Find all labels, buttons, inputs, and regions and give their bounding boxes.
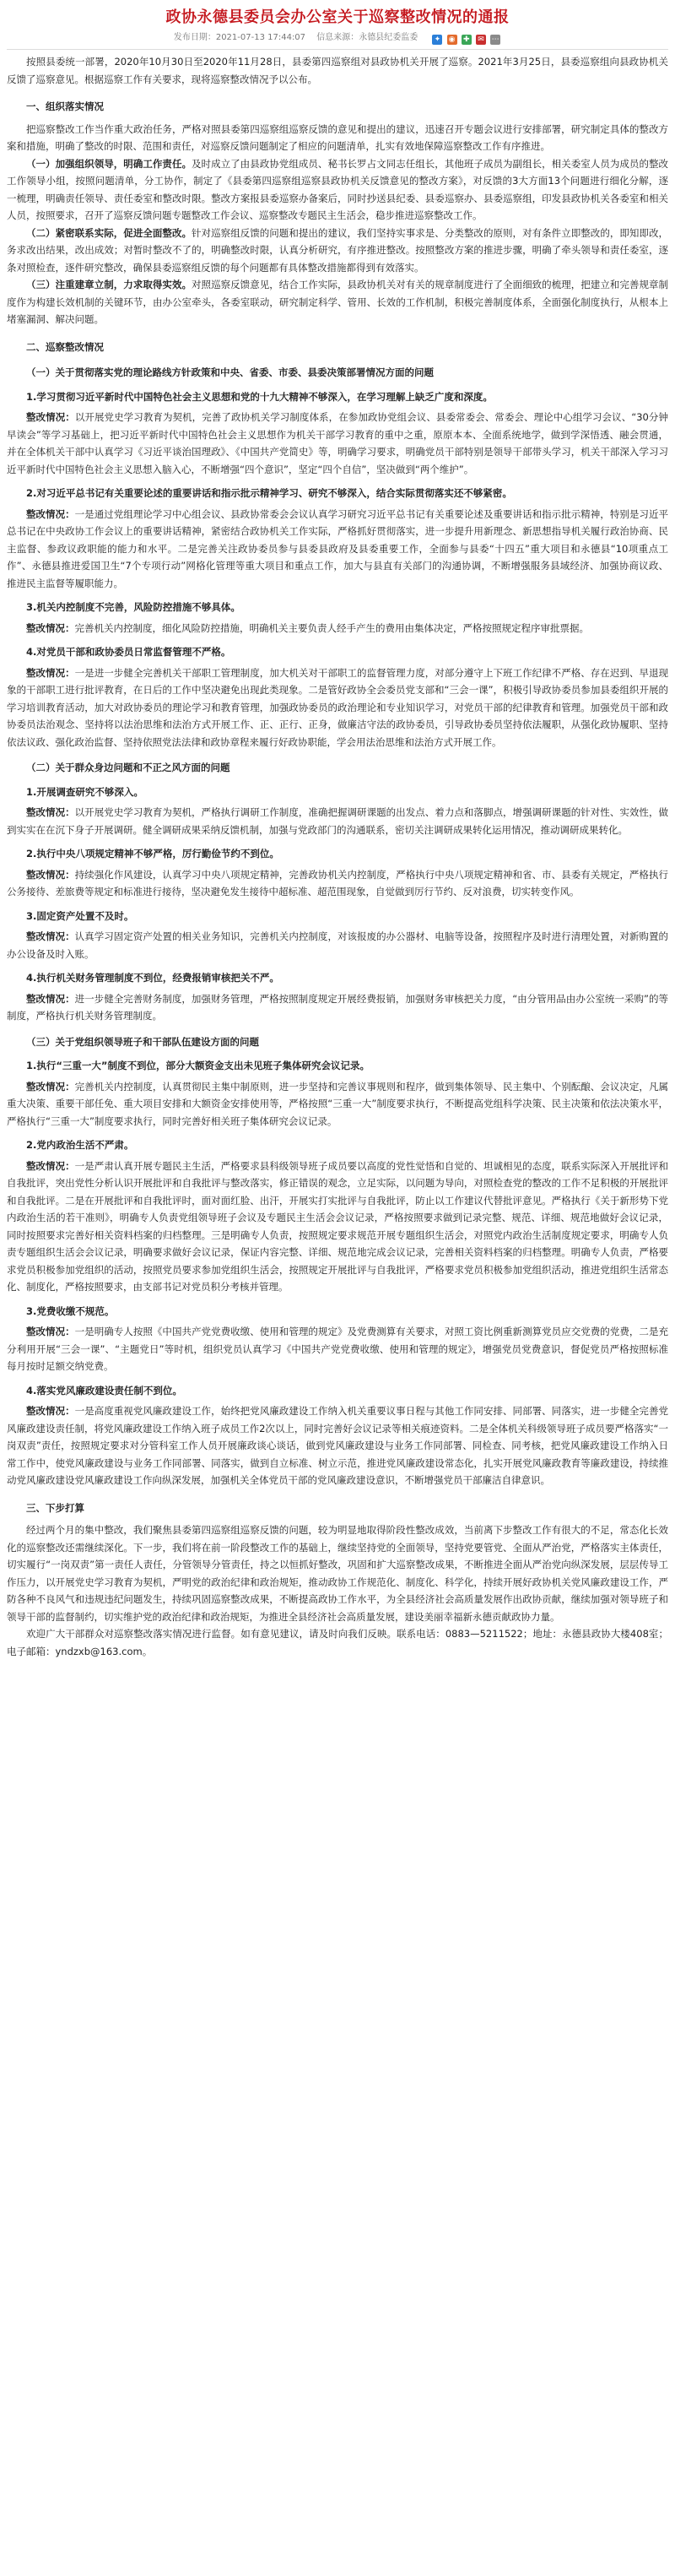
section-2c-q2-title: 2.党内政治生活不严肃。 — [26, 1139, 134, 1151]
section-2b-q1-title: 1.开展调查研究不够深入。 — [26, 785, 143, 798]
section-2a-q3-answer — [7, 620, 668, 637]
section-2a-q3-label: 整改情况： — [26, 621, 75, 634]
source-group — [316, 33, 418, 42]
section-2-heading: 二、巡察整改情况 — [26, 340, 104, 353]
section-2c-q2-body: 一是严肃认真开展专题民主生活，严格要求县科级领导班子成员要以高度的党性觉悟和自觉的、坦诚相见的态度，联系实际深入开展批评和自我批评，突出党性分析认识开展批评和自我批评与整改落实，修正错误的观念，立足实际，以问题为导向，对照检查党的整改的工作不足积极的开展批评和自我批评。二是在开展批评和自我批评时，面对面红脸、出汗，开展实打实批评与自我批评，防止以工作建议代替批评意见。严格执行《关于新形势下党内政治生活的若干准则》，明确专人负责党组领导班子会议及专题民主生活会会议记录，严格按照要求做到记录完整、规范、详细、规范地做好会议记录，同时按照要求完善好相关资料档案的归档整理。三是明确专人负责，按照规定要求规范开展专题组织生活会，对照党内政治生活制度规定要求，明确专人负责专题组织生活会会议记录，明确要求做好会议记录，保证内容完整、详细、规范地完成会议记录，完善相关资料档案的归档整理。明确专人负责，严格要求党员积极参加党组织的活动，按照党员要求参加党组织生活会，按照规定开展批评与自我批评，严格要求党员积极参加党组织活动，推进党组织生活常态化、制度化，严格按照要求，由支部书记对党员积分考核并管理。 — [7, 1159, 668, 1293]
section-2b-q3-body: 认真学习固定资产处置的相关业务知识，完善机关内控制度，对该报废的办公器材、电脑等设备，按照程序及时进行清理处置，对新购置的办公设备及时入账。 — [7, 930, 668, 960]
section-2c-q4-label: 整改情况： — [26, 1405, 75, 1417]
section-2a-heading: （一）关于贯彻落实党的理论路线方针政策和中央、省委、市委、县委决策部署情况方面的问题 — [26, 366, 434, 378]
section-2a-q1-answer — [7, 409, 668, 478]
section-2a-q4-label: 整改情况： — [26, 666, 75, 679]
section-2a-q4-body: 一是进一步健全完善机关干部职工管理制度，加大机关对干部职工的监督管理力度，对部分遵守上下班工作纪律不严格、存在迟到、早退现象的干部职工进行批评教育，在日后的工作中坚决避免出现此类现象。二是管好政协全会委员党支部和“三会一课”，积极引导政协委员参加县委组织开展的学习培训教育活动，加大对政协委员的理论学习和教育管理，加强政协委员的政治理论和专业知识学习，对党员干部的纪律教育和管理。加强党员干部和政协委员法治观念、坚持将以法治思维和法治方式开展工作、正、正行、正身，做廉洁守法的政协委员，引导政协委员坚持依法履职，从强化政协履职、坚持依法议政、强化政治监督、坚持依照党法法律和政协章程来履行好政协职能，学会用法治思维和法治方式开展工作。 — [7, 666, 668, 748]
section-2c-q1-title: 1.执行“三重一大”制度不到位，部分大额资金支出未见班子集体研究会议记录。 — [26, 1060, 370, 1071]
section-2c-heading: （三）关于党组织领导班子和干部队伍建设方面的问题 — [26, 1035, 259, 1048]
section-2a-q1-body: 以开展党史学习教育为契机，完善了政协机关学习制度体系，在参加政协党组会议、县委常委会、常委会、理论中心组学习会议、“30分钟早读会”等学习基础上，把习近平新时代中国特色社会主义思想作为机关干部学习教育的重中之重，原原本本、全面系统地学，做到学深悟透、融会贯通，并在全体机关干部中认真学习《习近平谈治国理政》、《中国共产党简史》等，明确学习要求，明确党员干部特别是领导干部带头学习，机关干部深入学习习近平新时代中国特色社会主义思想入脑入心，不断增强“四个意识”，坚定“四个自信”，坚决做到“两个维护”。 — [7, 411, 668, 475]
section-2c-q1-label: 整改情况： — [26, 1080, 75, 1093]
share-icons — [431, 33, 501, 42]
section-2a-q3-title: 3.机关内控制度不完善，风险防控措施不够具体。 — [26, 601, 240, 613]
source-label: 信息来源： — [316, 33, 359, 42]
section-1-heading: 一、组织落实情况 — [26, 100, 104, 112]
section-2c-q3-body: 一是明确专人按照《中国共产党党费收缴、使用和管理的规定》及党费测算有关要求，对照工资比例重新测算党员应交党费的党费，二是充分利用开展“三会一课”、“主题党日”等时机，组织党员认真学习《中国共产党党费收缴、使用和管理的规定》，增强党员党费意识，督促党员严格按照标准每月按时足额交纳党费。 — [7, 1326, 668, 1372]
publish-date-group — [174, 33, 305, 42]
section-2c-q2-answer — [7, 1158, 668, 1296]
section-2a-q4-answer — [7, 664, 668, 751]
source-value: 永德县纪委监委 — [359, 33, 418, 42]
section-2a-q3-body: 完善机关内控制度，细化风险防控措施，明确机关主要负责人经手产生的费用由集体决定，严格按照规定程序审批票据。 — [74, 621, 589, 634]
section-2b-q2-answer — [7, 866, 668, 901]
share-icon-4[interactable]: ✉ — [476, 35, 486, 45]
intro-paragraph: 按照县委统一部署，2020年10月30日至2020年11月28日，县委第四巡察组对县政协机关开展了巡察。2021年3月25日，县委巡察组向县政协机关反馈了巡察意见。根据巡察工作有关要求，现将巡察整改情况予以公布。 — [7, 56, 668, 85]
section-2b-q2-label: 整改情况： — [26, 868, 75, 881]
section-2a-q4-title: 4.对党员干部和政协委员日常监督管理不严格。 — [26, 646, 231, 658]
section-2b-q2-title: 2.执行中央八项规定精神不够严格，厉行勤俭节约不到位。 — [26, 848, 279, 860]
section-1-p4 — [7, 276, 668, 328]
section-2c-q3-title: 3.党费收缴不规范。 — [26, 1304, 115, 1317]
share-icon-2[interactable]: ◉ — [447, 35, 457, 45]
share-icon-5[interactable]: ⋯ — [491, 35, 500, 44]
section-2b-q1-answer — [7, 804, 668, 838]
section-3-heading: 三、下步打算 — [26, 1501, 84, 1514]
section-1-p2-lead: （一）加强组织领导，明确工作责任。 — [26, 157, 192, 170]
article-title: 政协永德县委员会办公室关于巡察整改情况的通报 — [165, 8, 510, 26]
section-2b-q3-title: 3.固定资产处置不及时。 — [26, 909, 134, 922]
article-header — [0, 0, 675, 46]
section-1-p2-body: 及时成立了由县政协党组成员、秘书长罗占文同志任组长，其他班子成员为副组长，相关委室人员为成员的整改工作领导小组，按照问题清单，分工协作，制定了《县委第四巡察组巡察县政协机关反馈意见的整改方案》，对反馈的3大方面13个问题进行细化分解，逐一梳理，明确责任领导、责任委室和整改时限。整改方案报县委巡察办备案后，同时抄送县纪委、县委巡察办、县委巡察组，印发县政协机关各委室和相关人员，按照要求，召开了巡察反馈问题专题整改工作会议、巡察整改专题民主生活会，稳步推进巡察整改工作。 — [7, 157, 669, 221]
section-1-p3 — [7, 225, 668, 277]
section-1-p4-lead: （三）注重建章立制，力求取得实效。 — [26, 279, 192, 290]
section-2a-q1-label: 整改情况： — [26, 411, 75, 423]
contact-paragraph: 欢迎广大干部群众对巡察整改落实情况进行监督。如有意见建议，请及时向我们反映。联系电话：0883—5211522；地址：永德县政协大楼408室；电子邮箱：yndzxb@163.com。 — [7, 1628, 668, 1657]
section-2b-q2-body: 持续强化作风建设，认真学习中央八项规定精神，完善政协机关内控制度，严格执行中央八项规定精神和省、市、县委有关规定，严格执行公务接待、差旅费等规定和标准进行接待，坚决避免发生接待中超标准、超范围现象，自觉做到厉行节约、反对浪费，切实转变作风。 — [7, 868, 668, 898]
section-1-p3-lead: （二）紧密联系实际，促进全面整改。 — [26, 226, 192, 239]
section-2a-q2-title: 2.对习近平总书记有关重要论述的重要讲话和指示批示精神学习、研究不够深入，结合实际贯彻落实还不够紧密。 — [26, 487, 512, 499]
publish-date: 2021-07-13 17:44:07 — [215, 33, 306, 42]
section-2b-q3-label: 整改情况： — [26, 930, 75, 942]
share-icon-3[interactable]: ✚ — [462, 35, 472, 45]
section-3-p1: 经过两个月的集中整改，我们聚焦县委第四巡察组巡察反馈的问题，较为明显地取得阶段性整改成效，当前离下步整改工作有很大的不足，常态化长效化的巡察整改还需继续深化。下一步，我们将在前一阶段整改工作的基础上，继续坚持党的全面领导，坚持党要管党、全面从严治党，严格落实主体责任，切实履行“一岗双责”第一责任人责任，分管领导分管责任，持之以恒抓好整改，巩固和扩大巡察整改成果，不断推进全面从严治党向纵深发展，层层传导工作压力，以开展党史学习教育为契机，严明党的政治纪律和政治规矩，推动政协工作规范化、制度化、科学化，持续开展好政协机关党风廉政建设工作，严防各种不良风气和违规违纪问题发生，持续巩固巡察整改成果，不断提高政协工作水平，为全县经济社会高质量发展作出政协贡献，继续加强对领导班子和领导干部的监督制约，切实维护党的政治纪律和政治规矩，为推进全县经济社会高质量发展，建设美丽幸福新永德贡献政协力量。 — [7, 1524, 668, 1623]
section-2b-heading: （二）关于群众身边问题和不正之风方面的问题 — [26, 762, 230, 773]
section-2a-q1-title: 1.学习贯彻习近平新时代中国特色社会主义思想和党的十九大精神不够深入，在学习理解上缺乏广度和深度。 — [26, 390, 493, 403]
section-2b-q4-title: 4.执行机关财务管理制度不到位，经费报销审核把关不严。 — [26, 972, 279, 984]
section-1-p2 — [7, 155, 668, 225]
section-2c-q1-answer — [7, 1078, 668, 1131]
section-2b-q1-label: 整改情况： — [26, 806, 75, 818]
section-2c-q3-label: 整改情况： — [26, 1326, 75, 1337]
section-2a-q2-body: 一是通过党组理论学习中心组会议、县政协常委会会议认真学习研究习近平总书记有关重要论述及重要讲话和指示批示精神，特别是习近平总书记在中央政协工作会议上的重要讲话精神，紧密结合政协机关工作实际，严格抓好贯彻落实，进一步提升用新理念、新思想指导机关履行政治协商、民主监督、参政议政职能的能力和水平。二是完善关注政协委员参与县委县政府及县委重要工作，全面参与县委“十四五”重大项目和永德县“10项重点工作”、永德县推进爱国卫生“7个专项行动”网格化管理等重大项目和重点工作，加大与县直有关部门的沟通协调，不断增强服务县域经济、加强协商议政、推进民主监督等履职能力。 — [7, 507, 668, 589]
section-1-p4-body: 对照巡察反馈意见，结合工作实际，县政协机关对有关的规章制度进行了全面细致的梳理，把建立和完善规章制度作为构建长效机制的关键环节，由办公室牵头，各委室联动，研究制定科学、管用、长效的工作机制，积极完善制度体系，全面强化制度执行，从根本上堵塞漏洞、解决问题。 — [7, 279, 669, 325]
section-1-p3-body: 针对巡察组反馈的问题和提出的建议，我们坚持实事求是、分类整改的原则，对有条件立即整改的，即知即改，务求改出结果，改出成效；对暂时整改不了的，明确整改时限，认真分析研究，有序推进整改。按照整改方案的推进步骤，明确了牵头领导和责任委室，逐条对照检查，逐件研究整改，确保县委巡察组反馈的每个问题都有具体整改措施都得到有效落实。 — [7, 226, 669, 274]
section-2b-q4-answer — [7, 990, 668, 1025]
section-2a-q2-label: 整改情况： — [26, 507, 75, 520]
section-2c-q4-title: 4.落实党风廉政建设责任制不到位。 — [26, 1384, 182, 1396]
article-meta — [0, 30, 675, 46]
share-icon-1[interactable]: ✦ — [432, 35, 442, 45]
section-2c-q4-answer — [7, 1402, 668, 1489]
header-divider — [7, 49, 668, 50]
section-2b-q3-answer — [7, 928, 668, 963]
section-2b-q1-body: 以开展党史学习教育为契机，严格执行调研工作制度，准确把握调研课题的出发点、着力点和落脚点，增强调研课题的针对性、实效性，做到实实在在沉下身子开展调研。健全调研成果采纳反馈机制，加强与党政部门的沟通联系，密切关注调研成果转化运用情况，推动调研成果转化。 — [7, 806, 668, 836]
section-2b-q4-body: 进一步健全完善财务制度，加强财务管理，严格按照制度规定开展经费报销，加强财务审核把关力度，“由分管用品由办公室统一采购”的等制度，严格执行机关财务管理制度。 — [7, 992, 668, 1022]
article-body — [0, 53, 675, 1660]
section-2c-q2-label: 整改情况： — [26, 1159, 75, 1172]
section-2c-q3-answer — [7, 1323, 668, 1375]
section-1-p1: 把巡察整改工作当作重大政治任务，严格对照县委第四巡察组巡察反馈的意见和提出的建议，迅速召开专题会议进行安排部署，研究制定具体的整改方案和措施，明确了整改的时限、范围和责任，对巡察反馈问题制定了相应的问题清单，扎实有效地保障巡察整改工作有序推进。 — [7, 122, 668, 152]
section-2a-q2-answer — [7, 506, 668, 593]
section-2c-q1-body: 完善机关内控制度，认真贯彻民主集中制原则，进一步坚持和完善议事规则和程序，做到集体领导、民主集中、个别酝酿、会议决定，凡属重大决策、重要干部任免、重大项目安排和大额资金安排使用等，严格按照“三重一大”制度要求执行，不断提高党组科学决策、民主决策和依法决策水平，严格执行“三重一大”制度要求执行，同时完善好相关班子集体研究会议记录。 — [7, 1080, 668, 1127]
section-2b-q4-label: 整改情况： — [26, 992, 75, 1005]
publish-label: 发布日期： — [173, 33, 216, 42]
section-2c-q4-body: 一是高度重视党风廉政建设工作，始终把党风廉政建设工作纳入机关重要议事日程与其他工作同安排、同部署、同落实，进一步健全完善党风廉政建设责任制，将党风廉政建设工作纳入班子成员工作2次以上，同时完善好会议记录等相关痕迹资料。二是全体机关科级领导班子成员要严格落实“一岗双责”责任，按照规定要求对分管科室工作人员开展廉政谈心谈话，做到党风廉政建设与业务工作同部署、同检查、同考核，把党风廉政建设工作纳入日常工作中，使党风廉政建设与业务工作同部署、同落实，做到自立标准、树立示范，推进党风廉政建设常态化，扎实开展党风廉政教育等廉政建设，持续推动党风廉政建设党风廉政建设工作向纵深发展，加强机关全体党员干部的党风廉政建设意识，不断增强党员干部廉洁自律意识。 — [7, 1405, 668, 1486]
